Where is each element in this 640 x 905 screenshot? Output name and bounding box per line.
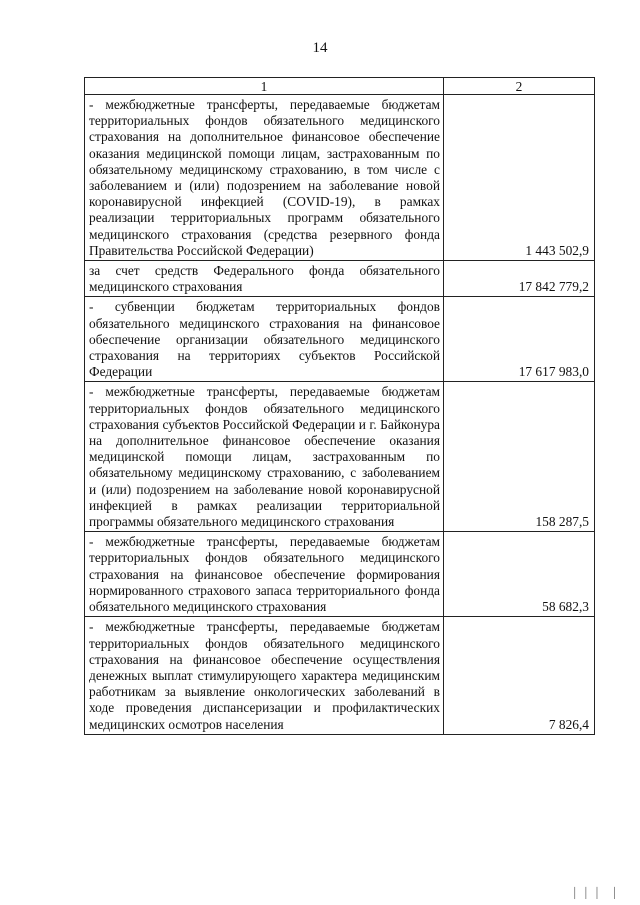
- row-amount: 158 287,5: [444, 382, 595, 532]
- table-row: [85, 617, 595, 734]
- row-description: - межбюджетные трансферты, передаваемые бюджетам территориальных фондов обязательного медицинского страхования на финансовое обеспечение формирования нормированного страхового запаса территориального фонда обязательного медицинского страхования: [85, 532, 444, 617]
- column-header-2: 2: [444, 78, 595, 95]
- row-description: - межбюджетные трансферты, передаваемые бюджетам территориальных фондов обязательного медицинского страхования на дополнительное финансовое обеспечение оказания медицинской помощи лицам, застрахованным по обязательному медицинскому страхованию, в том числе с заболеванием и (или) подозрением на заболевание новой коронавирусной инфекцией (COVID-19), в рамках реализации территориальных программ обязательного медицинского страхования (средства резервного фонда Правительства Российской Федерации): [85, 95, 444, 261]
- row-amount: 17 842 779,2: [444, 261, 595, 297]
- row-description: - межбюджетные трансферты, передаваемые бюджетам территориальных фондов обязательного медицинского страхования субъектов Российской Федерации и г. Байконура на дополнительное финансовое обеспечение оказания медицинской помощи лицам, застрахованным по обязательному медицинскому страхованию, с заболеванием и (или) подозрением на заболевание новой коронавирусной инфекцией в рамках реализации территориальной программы обязательного медицинского страхования: [85, 382, 444, 532]
- table-row: [85, 95, 595, 261]
- row-description: - субвенции бюджетам территориальных фондов обязательного медицинского страхования на финансовое обеспечение организации обязательного медицинского страхования на территориях субъектов Российской Федерации: [85, 297, 444, 382]
- table-row: [85, 261, 595, 297]
- table-header-row: [85, 78, 595, 95]
- column-header-1: 1: [85, 78, 444, 95]
- row-description: за счет средств Федерального фонда обязательного медицинского страхования: [85, 261, 444, 297]
- table-row: [85, 532, 595, 617]
- budget-table: [84, 77, 595, 735]
- page-number: 14: [312, 40, 328, 56]
- row-amount: 7 826,4: [444, 617, 595, 734]
- row-amount: 1 443 502,9: [444, 95, 595, 261]
- scan-artifact-mark: │││ │: [571, 888, 622, 899]
- row-description: - межбюджетные трансферты, передаваемые бюджетам территориальных фондов обязательного медицинского страхования на финансовое обеспечение осуществления денежных выплат стимулирующего характера медицинским работникам за выявление онкологических заболеваний в ходе проведения диспансеризации и профилактических медицинских осмотров населения: [85, 617, 444, 734]
- table-row: [85, 297, 595, 382]
- row-amount: 17 617 983,0: [444, 297, 595, 382]
- row-amount: 58 682,3: [444, 532, 595, 617]
- table-row: [85, 382, 595, 532]
